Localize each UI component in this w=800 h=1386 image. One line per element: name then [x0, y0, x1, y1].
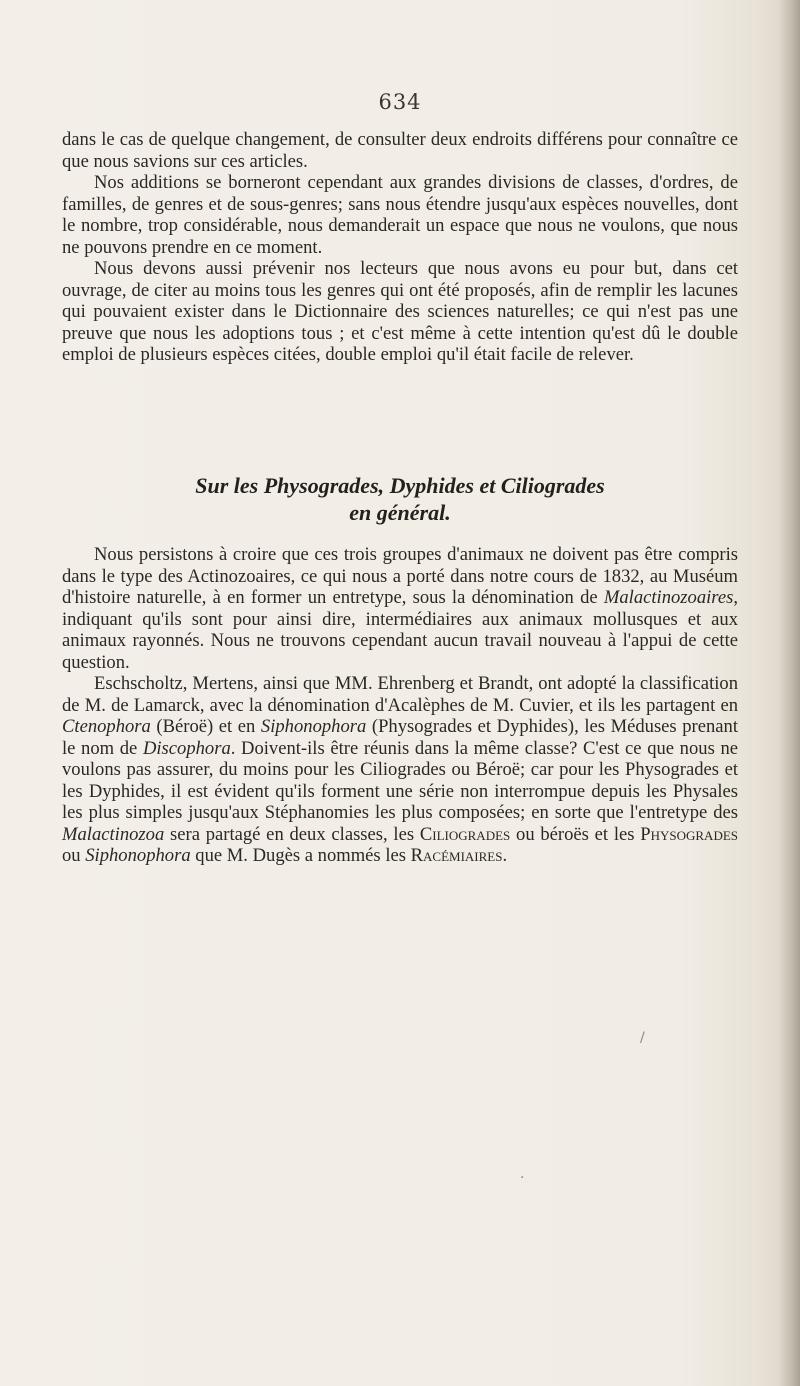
text-run: . Doivent-ils être réunis dans la même classe? C'est ce que nous ne voulons pas assurer, du moins pour les Ciliogrades ou Béroë; car pour les Physogrades et les Dyphides, il est évident qu'ils forment une série non interrompue depuis les Physales les plus simples jusqu'aux Stéphanomies les plus composées; en sorte que l'entretype des: [62, 737, 738, 823]
text-run: (Physogrades et Dyphides), les Méduses prenant le nom de: [62, 716, 739, 759]
intro-text: [62, 129, 738, 366]
term-physogrades: Physogrades: [640, 823, 739, 845]
text-run: (Béroë) et en: [150, 716, 261, 737]
term-siphonophora: Siphonophora: [260, 716, 367, 737]
intro-continuation: dans le cas de quelque changement, de consulter deux endroits différens pour connaître ce que nous savions sur ces articles.: [62, 129, 738, 172]
text-run: sera partagé en deux classes, les: [164, 823, 420, 845]
section-paragraph-1: [62, 544, 738, 673]
term-malactinozoa: Malactinozoa: [62, 823, 165, 845]
stray-mark: ·: [520, 1170, 525, 1186]
section-body: [62, 544, 738, 867]
term-malactinozoaires: Malactinozoaires: [603, 587, 734, 608]
text-run: Nous persistons à croire que ces trois groupes d'animaux ne doivent pas être compris dans le type des Actinozoaires, ce qui nous a porté dans notre cours de 1832, au Muséum d'histoire naturelle, à en former un entretype, sous la dénomination de: [62, 544, 738, 608]
intro-paragraph-notice: Nous devons aussi prévenir nos lecteurs que nous avons eu pour but, dans cet ouvrage, de citer au moins tous les genres qui ont été proposés, afin de remplir les lacunes qui pouvaient exister dans le Dictionnaire des sciences naturelles; ce qui n'est pas une preuve que nous les adoptions tous ; et c'est même à cette intention qu'est dû le double emploi de plusieurs espèces citées, double emploi qu'il était facile de relever.: [62, 258, 738, 365]
text-run: que M. Dugès a nommés les: [190, 845, 411, 866]
text-run: ou: [62, 845, 86, 866]
section-heading-line1: Sur les Physogrades, Dyphides et Ciliogrades: [195, 473, 605, 498]
stray-mark: /: [640, 1030, 645, 1046]
text-run: .: [502, 845, 508, 866]
page-edge-shadow: [778, 0, 800, 1386]
term-ciliogrades: Ciliogrades: [419, 823, 511, 845]
text-run: , indiquant qu'ils sont pour ainsi dire, intermédiaires aux animaux mollusques et aux animaux rayonnés. Nous ne trouvons cependant aucun travail nouveau à l'appui de cette question.: [62, 587, 738, 673]
term-siphonophora-2: Siphonophora: [85, 845, 191, 866]
text-run: ou béroës et les: [510, 823, 641, 845]
term-discophora: Discophora: [142, 737, 231, 759]
section-paragraph-2: [62, 673, 738, 867]
section-heading: [62, 472, 738, 526]
text-run: Eschscholtz, Mertens, ainsi que MM. Ehrenberg et Brandt, ont adopté la classification de M. de Lamarck, avec la dénomination d'Acalèphes de M. Cuvier, et ils les partagent en: [62, 673, 738, 716]
term-ctenophora: Ctenophora: [62, 716, 151, 737]
term-racemiaires: Racémiaires: [410, 845, 503, 866]
intro-paragraph-additions: Nos additions se borneront cependant aux grandes divisions de classes, d'ordres, de familles, de genres et de sous-genres; sans nous étendre jusqu'aux espèces nouvelles, dont le nombre, trop considérable, nous demanderait un espace que nous ne voulons, que nous ne pouvons prendre en ce moment.: [62, 172, 738, 258]
section-heading-line2: en général.: [349, 500, 451, 525]
page-number: 634: [378, 90, 422, 114]
